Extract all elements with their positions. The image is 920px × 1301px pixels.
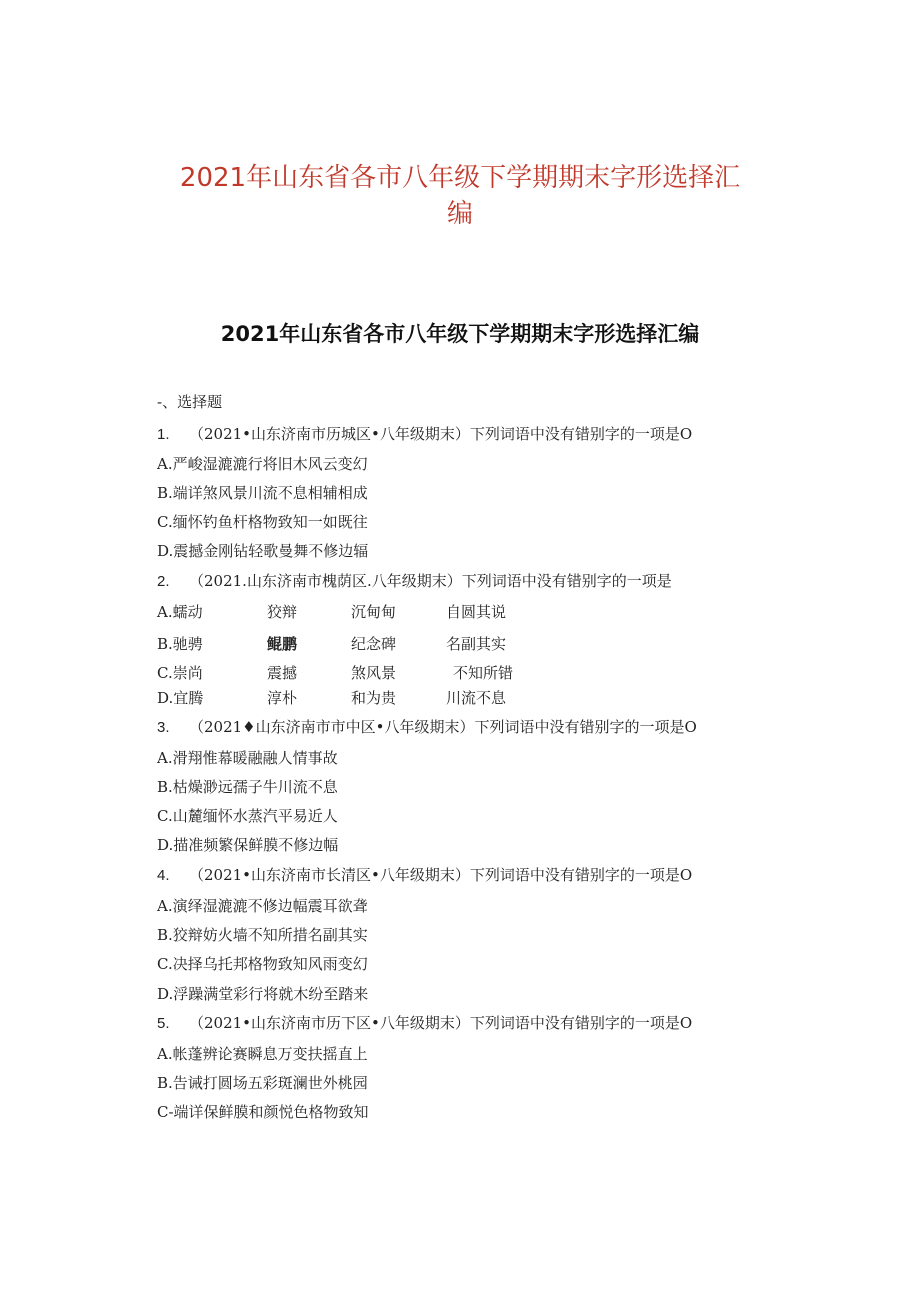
q2-option-d-word4: 川流不息 (446, 689, 507, 707)
q4-option-b: B.狡辩妨火墙不知所措名副其实 (157, 926, 368, 944)
q2-option-a-word4: 自圆其说 (446, 603, 507, 621)
q2-option-d-word1: D.宜腾 (157, 689, 204, 707)
question-4-stem (157, 865, 692, 886)
question-2-stem (157, 571, 672, 592)
question-5-stem (157, 1013, 692, 1034)
q1-option-a: A.严峻湿漉漉行将旧木风云变幻 (157, 455, 368, 473)
q2-option-c-word2: 震撼 (267, 664, 298, 682)
q2-option-c-word3: 煞风景 (351, 664, 397, 682)
q2-option-b-word2: 鲲鹏 (267, 635, 298, 653)
q1-option-d: D.震撼金刚钻轻歌曼舞不修边辐 (157, 542, 369, 560)
q2-option-a-word1: A.蠕动 (157, 603, 203, 621)
q2-option-d-word2: 淳朴 (267, 689, 298, 707)
q4-option-d: D.浮躁满堂彩行将就木纷至踏来 (157, 985, 369, 1003)
q1-option-b: B.端详煞风景川流不息相辅相成 (157, 484, 368, 502)
q3-option-d: D.描准频繁保鲜膜不修边幅 (157, 836, 339, 854)
document-title (0, 160, 920, 232)
q3-option-c: C.山麓缅怀水蒸汽平易近人 (157, 807, 338, 825)
q5-option-a: A.帐蓬辨论赛瞬息万变扶摇直上 (157, 1045, 368, 1063)
q5-option-c: C-端详保鲜膜和颜悦色格物致知 (157, 1103, 369, 1121)
question-3-stem (157, 717, 697, 738)
q2-option-c-word1: C.崇尚 (157, 664, 203, 682)
q2-option-a-word2: 狡辩 (267, 603, 298, 621)
question-1-stem (157, 424, 692, 445)
q5-option-b: B.告诫打圆场五彩斑澜世外桃园 (157, 1074, 368, 1092)
q2-option-b-word3: 纪念碑 (351, 635, 397, 653)
document-title-line1: 2021年山东省各市八年级下学期期末字形选择汇 (179, 163, 741, 193)
question-number: 3. (157, 719, 170, 736)
q3-option-a: A.滑翔惟幕暖融融人情事故 (157, 749, 338, 767)
q3-option-b: B.枯燥渺远孺子牛川流不息 (157, 778, 338, 796)
question-number: 5. (157, 1015, 170, 1032)
q2-option-b-word1: B.驰骋 (157, 635, 203, 653)
document-title-line2: 编 (446, 199, 473, 229)
document-subtitle: 2021年山东省各市八年级下学期期末字形选择汇编 (220, 322, 700, 346)
q1-option-c: C.缅怀钓鱼杆格物致知一如既往 (157, 513, 368, 531)
q4-option-c: C.决择乌托邦格物致知风雨变幻 (157, 955, 368, 973)
question-text: （2021•山东济南市历下区•八年级期末）下列词语中没有错别字的一项是O (189, 1014, 693, 1032)
question-text: （2021.山东济南市槐荫区.八年级期末）下列词语中没有错别字的一项是 (189, 572, 672, 590)
question-number: 4. (157, 867, 170, 884)
section-heading: -、选择题 (157, 393, 223, 411)
question-number: 2. (157, 573, 170, 590)
question-text: （2021•山东济南市历城区•八年级期末）下列词语中没有错别字的一项是O (189, 425, 693, 443)
q2-option-b-word4: 名副其实 (446, 635, 507, 653)
q4-option-a: A.演绎湿漉漉不修边幅震耳欲聋 (157, 897, 368, 915)
question-text: （2021♦山东济南市市中区•八年级期末）下列词语中没有错别字的一项是O (189, 718, 697, 736)
q2-option-a-word3: 沉甸甸 (351, 603, 397, 621)
question-number: 1. (157, 426, 170, 443)
q2-option-c-word4: 不知所错 (453, 664, 514, 682)
question-text: （2021•山东济南市长清区•八年级期末）下列词语中没有错别字的一项是O (189, 866, 693, 884)
q2-option-d-word3: 和为贵 (351, 689, 397, 707)
